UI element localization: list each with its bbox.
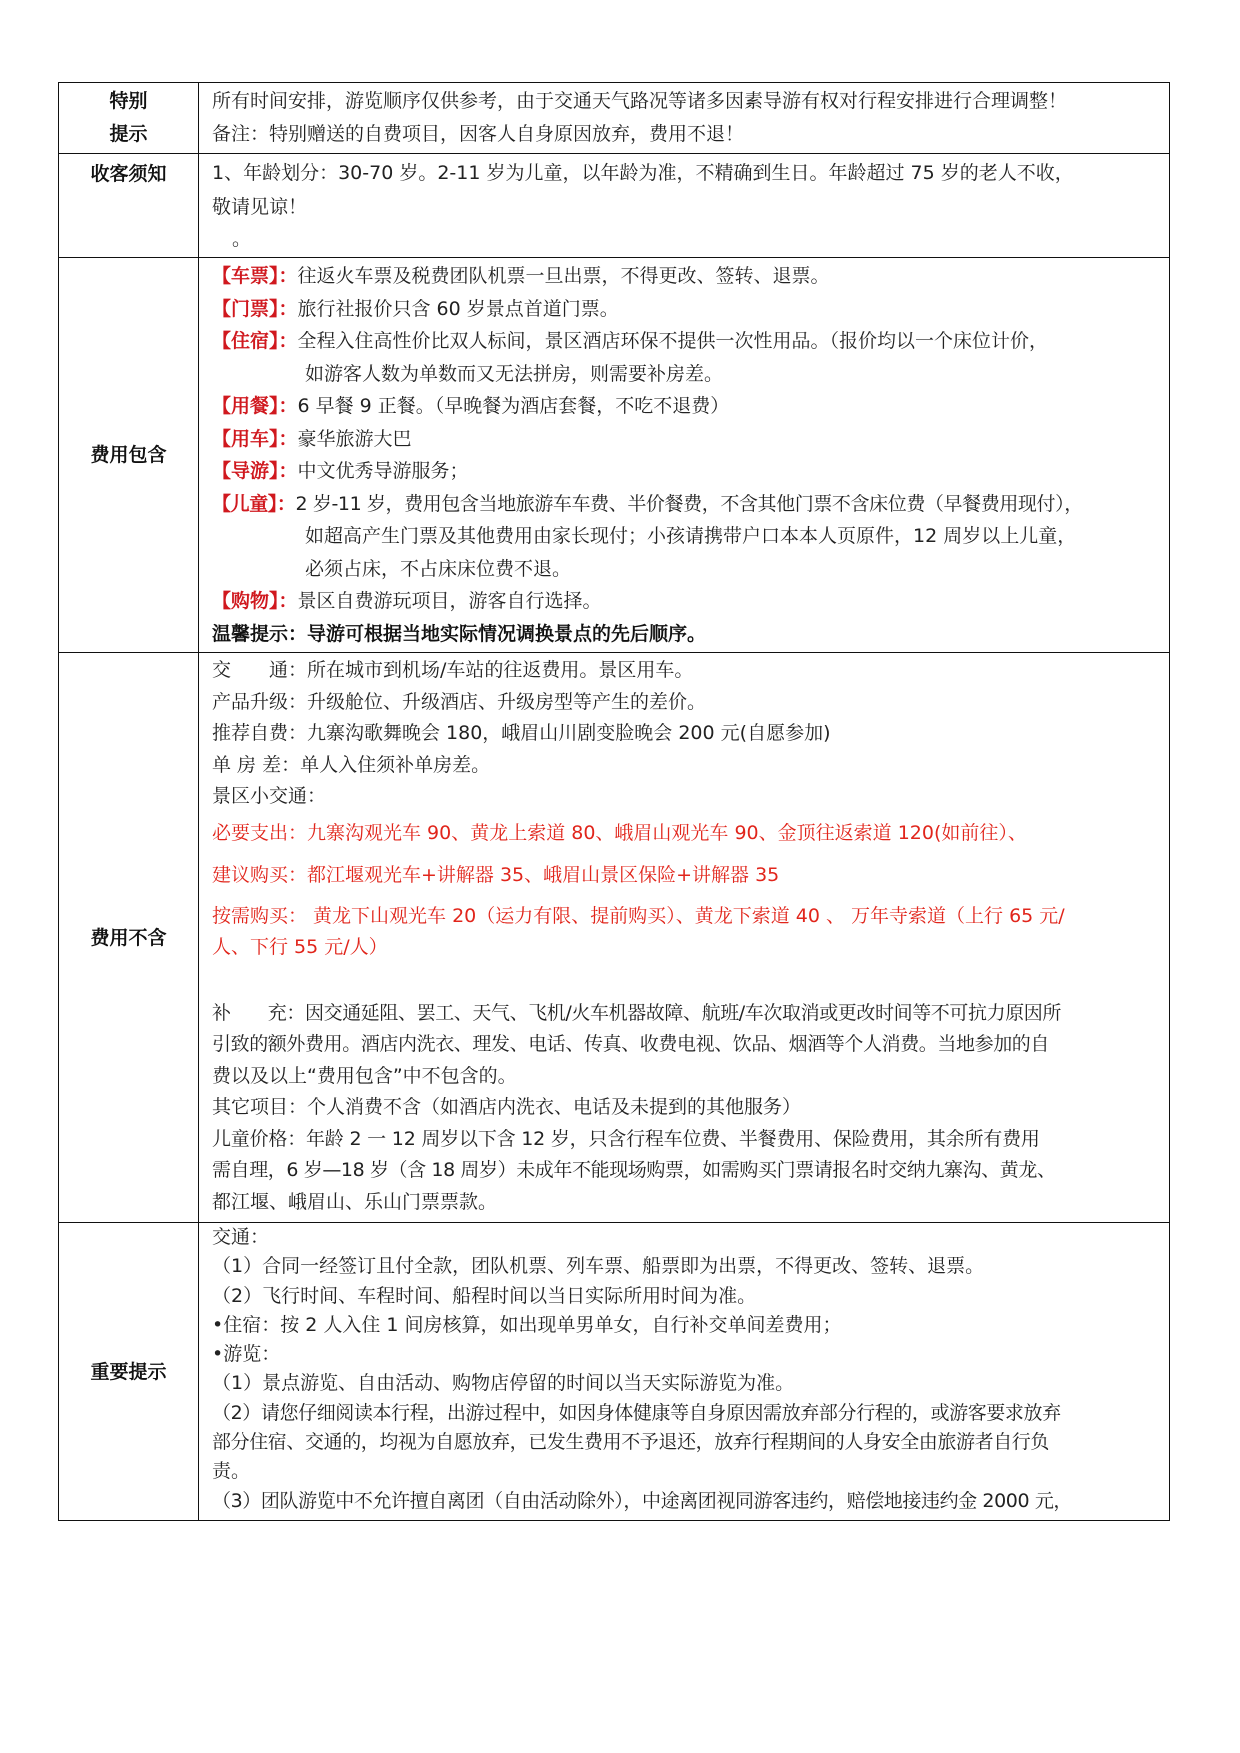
included-tip-value: 导游可根据当地实际情况调换景点的先后顺序。 — [307, 622, 707, 645]
excluded-supplement: 费以及以上“费用包含”中不包含的。 — [212, 1064, 517, 1087]
important-line: （3）团队游览中不允许擅自离团（自由活动除外），中途离团视同游客违约，赔偿地接违约金 2000 元， — [212, 1489, 1073, 1512]
special-notes-label-line1: 特别 — [109, 90, 148, 112]
included-item-lodging — [212, 325, 1159, 390]
included-item-children — [212, 488, 1159, 586]
intake-line: 1、年龄划分：30-70 岁。2-11 岁为儿童，以年龄为准，不精确到生日。年龄超过 75 岁的老人不收， — [212, 162, 1074, 184]
important-line: （2）请您仔细阅读本行程，出游过程中，如因身体健康等自身原因需放弃部分行程的，或游客要求放弃 — [212, 1401, 1061, 1424]
included-value: 全程入住高性价比双人标间，景区酒店环保不提供一次性用品。（报价均以一个床位计价， — [297, 330, 1049, 352]
included-tip — [212, 618, 1159, 651]
important-line: （2）飞行时间、车程时间、船程时间以当日实际所用时间为准。 — [212, 1284, 757, 1307]
included-row — [59, 258, 1170, 653]
included-item-shopping — [212, 585, 1159, 618]
included-value: 2 岁-11 岁，费用包含当地旅游车车费、半价餐费，不含其他门票不含床位费（早餐费用现付）， — [295, 492, 1083, 515]
excluded-traffic: 交 通：所在城市到机场/车站的往返费用。景区用车。 — [212, 659, 694, 681]
included-item-meals — [212, 390, 1159, 423]
included-label: 费用包含 — [59, 258, 199, 653]
important-line: 部分住宿、交通的，均视为自愿放弃，已发生费用不予退还，放弃行程期间的人身安全由旅游者自行负 — [212, 1431, 1050, 1454]
excluded-single-room: 单 房 差：单人入住须补单房差。 — [212, 753, 491, 776]
intake-line: 敬请见谅！ — [212, 196, 308, 218]
important-line: •住宿：按 2 人入住 1 间房核算，如出现单男单女，自行补交单间差费用； — [212, 1313, 842, 1336]
important-line: •游览： — [212, 1343, 281, 1366]
included-value: 旅行社报价只含 60 岁景点首道门票。 — [297, 297, 619, 320]
excluded-child-price: 需自理，6 岁—18 岁（含 18 周岁）未成年不能现场购票，如需购买门票请报名时交纳九寨沟、黄龙、 — [212, 1159, 1056, 1181]
important-line: 责。 — [212, 1460, 251, 1483]
included-content — [199, 258, 1170, 653]
excluded-content — [199, 653, 1170, 1223]
included-key: 【导游】： — [212, 460, 298, 482]
excluded-supplement: 补 充：因交通延阻、罢工、天气、飞机/火车机器故障、航班/车次取消或更改时间等不可抗力原因所 — [212, 1001, 1062, 1024]
included-key: 【车票】： — [212, 265, 298, 287]
excluded-row — [59, 653, 1170, 1223]
included-item-ticket — [212, 260, 1159, 293]
special-notes-remark: 备注：特别赠送的自费项目，因客人自身原因放弃，费用不退！ — [212, 123, 745, 145]
excluded-ondemand: 按需购买： 黄龙下山观光车 20（运力有限、提前购买）、黄龙下索道 40 、 万年寺索道（上行 65 元/ — [212, 904, 1065, 927]
intake-row — [59, 154, 1170, 258]
special-notes-line: 所有时间安排，游览顺序仅供参考，由于交通天气路况等诸多因素导游有权对行程安排进行合理调整！ — [212, 90, 1068, 112]
special-notes-content — [199, 83, 1170, 154]
intake-content — [199, 154, 1170, 258]
important-label: 重要提示 — [59, 1223, 199, 1521]
important-content — [199, 1223, 1170, 1521]
excluded-upgrade: 产品升级：升级舱位、升级酒店、升级房型等产生的差价。 — [212, 690, 707, 713]
included-value: 往返火车票及税费团队机票一旦出票，不得更改、签转、退票。 — [297, 265, 830, 287]
important-line: 交通： — [212, 1226, 270, 1248]
special-notes-label — [59, 83, 199, 154]
included-key: 【儿童】： — [212, 492, 296, 515]
included-key: 【购物】： — [212, 590, 298, 612]
excluded-other: 其它项目：个人消费不含（如酒店内洗衣、电话及未提到的其他服务） — [212, 1096, 802, 1118]
included-item-entry — [212, 293, 1159, 326]
included-value: 景区自费游玩项目，游客自行选择。 — [297, 590, 602, 612]
excluded-label: 费用不含 — [59, 653, 199, 1223]
excluded-child-price: 都江堰、峨眉山、乐山门票票款。 — [212, 1190, 498, 1213]
included-value: 6 早餐 9 正餐。（早晚餐为酒店套餐，不吃不退费） — [297, 395, 730, 417]
excluded-recommend: 推荐自费：九寨沟歌舞晚会 180，峨眉山川剧变脸晚会 200 元(自愿参加) — [212, 722, 831, 744]
excluded-child-price: 儿童价格：年龄 2 一 12 周岁以下含 12 岁，只含行程车位费、半餐费用、保险费用，其余所有费用 — [212, 1127, 1040, 1150]
included-tip-key: 温馨提示： — [212, 622, 308, 645]
intake-label: 收客须知 — [59, 154, 199, 258]
excluded-suggest: 建议购买：都江堰观光车+讲解器 35、峨眉山景区保险+讲解器 35 — [212, 863, 780, 886]
excluded-small-traffic: 景区小交通： — [212, 785, 327, 807]
included-item-vehicle — [212, 423, 1159, 456]
intake-dot: 。 — [232, 228, 252, 250]
included-key: 【门票】： — [212, 297, 298, 320]
included-value: 豪华旅游大巴 — [297, 427, 412, 450]
excluded-supplement: 引致的额外费用。酒店内洗衣、理发、电话、传真、收费电视、饮品、烟酒等个人消费。当地参加的自 — [212, 1033, 1050, 1055]
included-value: 如游客人数为单数而又无法拼房，则需要补房差。 — [305, 362, 724, 385]
itinerary-notes-table — [58, 82, 1170, 1521]
included-value: 如超高产生门票及其他费用由家长现付；小孩请携带户口本本人页原件，12 周岁以上儿童， — [305, 525, 1077, 547]
special-notes-label-line2: 提示 — [109, 123, 148, 145]
excluded-ondemand: 人、下行 55 元/人） — [212, 936, 388, 958]
included-key: 【住宿】： — [212, 330, 298, 352]
special-notes-row — [59, 83, 1170, 154]
important-row — [59, 1223, 1170, 1521]
included-key: 【用餐】： — [212, 395, 298, 417]
included-value: 必须占床，不占床床位费不退。 — [305, 557, 572, 580]
excluded-must: 必要支出：九寨沟观光车 90、黄龙上索道 80、峨眉山观光车 90、金顶往返索道 120(如前往）、 — [212, 821, 1027, 844]
important-line: （1）合同一经签订且付全款，团队机票、列车票、船票即为出票，不得更改、签转、退票。 — [212, 1255, 985, 1278]
included-key: 【用车】： — [212, 427, 298, 450]
included-value: 中文优秀导游服务； — [297, 460, 469, 482]
included-item-guide — [212, 455, 1159, 488]
important-line: （1）景点游览、自由活动、购物店停留的时间以当天实际游览为准。 — [212, 1372, 795, 1395]
